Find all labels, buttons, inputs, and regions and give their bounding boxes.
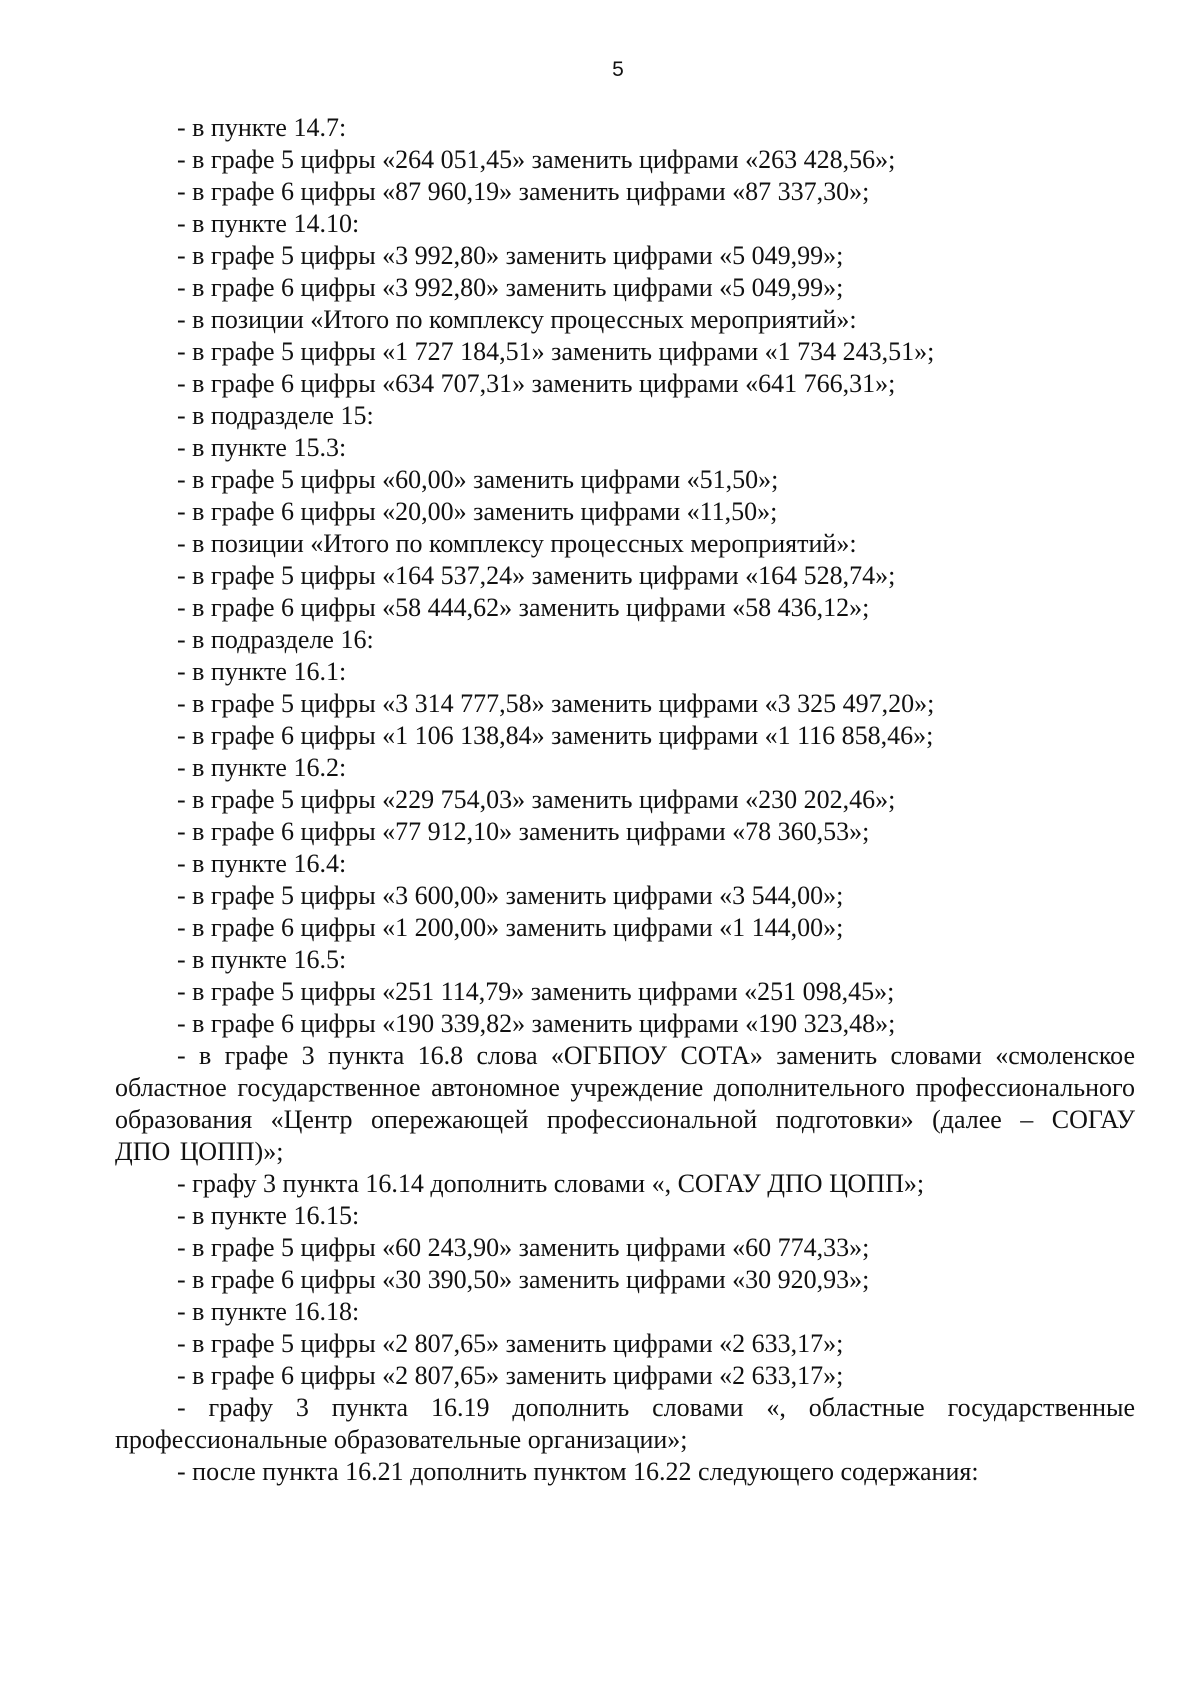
closing-line: - после пункта 16.21 дополнить пунктом 16.22 следующего содержания:: [177, 1457, 979, 1486]
amendment-list-a: [115, 112, 1135, 1040]
amendment-line: - в графе 6 цифры «1 200,00» заменить цифрами «1 144,00»;: [177, 913, 844, 942]
document-body: [115, 112, 1135, 1488]
amendment-line: - в графе 5 цифры «2 807,65» заменить цифрами «2 633,17»;: [177, 1329, 844, 1358]
amendment-line: - в пункте 16.15:: [177, 1201, 360, 1230]
amendment-line: - в графе 5 цифры «1 727 184,51» заменить цифрами «1 734 243,51»;: [177, 337, 935, 366]
amendment-line: - в графе 5 цифры «3 600,00» заменить цифрами «3 544,00»;: [177, 881, 844, 910]
amendment-line: - в графе 5 цифры «60 243,90» заменить цифрами «60 774,33»;: [177, 1233, 870, 1262]
amendment-line: - в подразделе 16:: [177, 625, 374, 654]
amendment-line: - в графе 5 цифры «3 992,80» заменить цифрами «5 049,99»;: [177, 241, 844, 270]
amendment-line: - в пункте 15.3:: [177, 433, 347, 462]
amendment-line: - в графе 6 цифры «87 960,19» заменить цифрами «87 337,30»;: [177, 177, 870, 206]
amendment-line: - в графе 6 цифры «58 444,62» заменить цифрами «58 436,12»;: [177, 593, 870, 622]
amendment-line: - в графе 6 цифры «2 807,65» заменить цифрами «2 633,17»;: [177, 1361, 844, 1390]
amendment-line: - в графе 6 цифры «1 106 138,84» заменить цифрами «1 116 858,46»;: [177, 721, 934, 750]
page-number: 5: [612, 58, 624, 81]
amendment-line: - в графе 5 цифры «229 754,03» заменить цифрами «230 202,46»;: [177, 785, 896, 814]
amendment-line: - в пункте 16.18:: [177, 1297, 360, 1326]
amendment-line: - в графе 5 цифры «3 314 777,58» заменить цифрами «3 325 497,20»;: [177, 689, 935, 718]
amendment-line: - в графе 6 цифры «3 992,80» заменить цифрами «5 049,99»;: [177, 273, 844, 302]
amendment-line: - в пункте 14.10:: [177, 209, 360, 238]
amendment-line: - в графе 6 цифры «77 912,10» заменить цифрами «78 360,53»;: [177, 817, 870, 846]
amendment-line: - в пункте 16.4:: [177, 849, 347, 878]
paragraph-16-19: - графу 3 пункта 16.19 дополнить словами «, областные государственные профессиональные образовательные организации»;: [115, 1393, 1135, 1454]
amendment-line: - в графе 6 цифры «30 390,50» заменить цифрами «30 920,93»;: [177, 1265, 870, 1294]
amendment-list-b: [115, 1168, 1135, 1392]
amendment-line: - в пункте 16.1:: [177, 657, 347, 686]
amendment-line: - графу 3 пункта 16.14 дополнить словами «, СОГАУ ДПО ЦОПП»;: [177, 1169, 925, 1198]
amendment-line: - в графе 5 цифры «60,00» заменить цифрами «51,50»;: [177, 465, 779, 494]
amendment-line: - в графе 6 цифры «190 339,82» заменить цифрами «190 323,48»;: [177, 1009, 896, 1038]
amendment-line: - в пункте 16.5:: [177, 945, 347, 974]
amendment-line: - в графе 6 цифры «634 707,31» заменить цифрами «641 766,31»;: [177, 369, 896, 398]
amendment-line: - в позиции «Итого по комплексу процессных мероприятий»:: [177, 305, 857, 334]
amendment-line: - в графе 5 цифры «251 114,79» заменить цифрами «251 098,45»;: [177, 977, 895, 1006]
amendment-line: - в пункте 16.2:: [177, 753, 347, 782]
amendment-line: - в пункте 14.7:: [177, 113, 347, 142]
amendment-line: - в графе 5 цифры «164 537,24» заменить цифрами «164 528,74»;: [177, 561, 896, 590]
amendment-line: - в позиции «Итого по комплексу процессных мероприятий»:: [177, 529, 857, 558]
amendment-line: - в графе 6 цифры «20,00» заменить цифрами «11,50»;: [177, 497, 778, 526]
amendment-line: - в графе 5 цифры «264 051,45» заменить цифрами «263 428,56»;: [177, 145, 896, 174]
amendment-line: - в подразделе 15:: [177, 401, 374, 430]
paragraph-16-8: - в графе 3 пункта 16.8 слова «ОГБПОУ СОТА» заменить словами «смоленское областное государственное автономное учреждение дополнительного профессионального образования «Центр опережающей профессиональной подготовки» (далее – СОГАУ ДПО ЦОПП)»;: [115, 1041, 1135, 1166]
